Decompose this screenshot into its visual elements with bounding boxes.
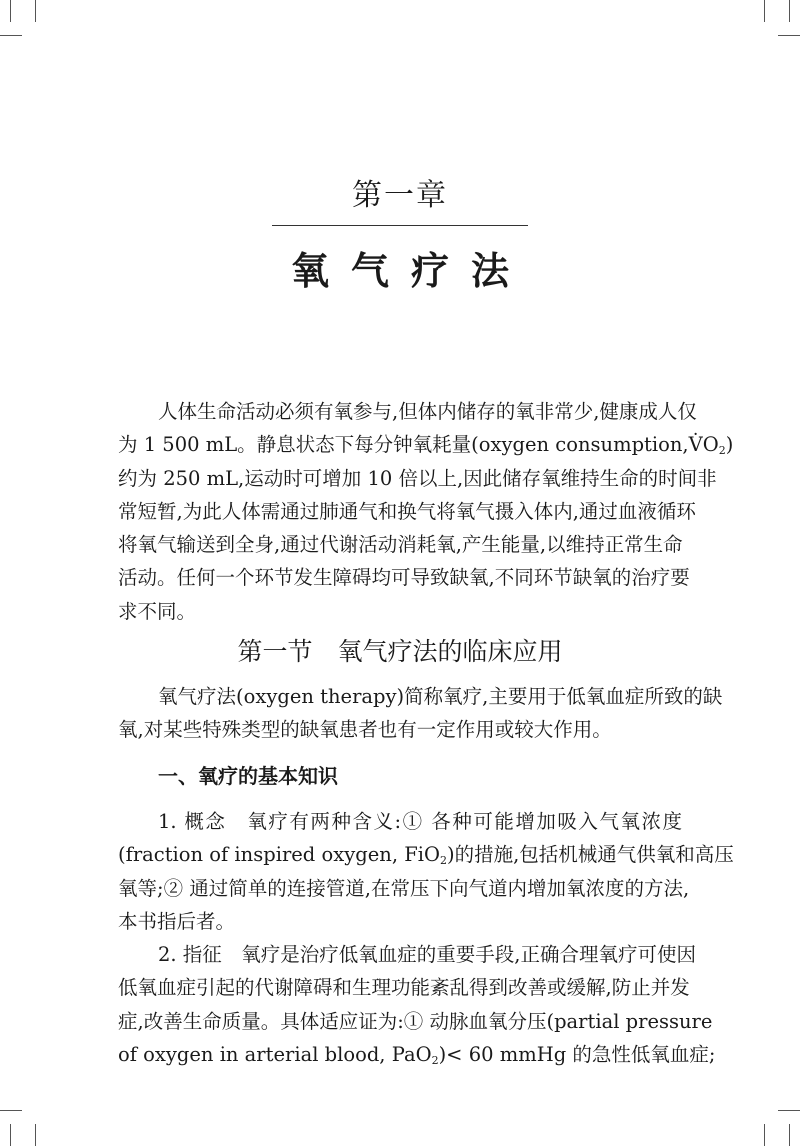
text-line (118, 462, 717, 495)
chapter-number: 第一章 (352, 178, 448, 213)
text-segment: 为 1 500 mL。静息状态下每分钟氧耗量(oxygen consumption,V̇O (118, 433, 719, 457)
text-line (118, 561, 690, 594)
section-intro-paragraph (118, 680, 723, 747)
text-segment: )的措施,包括机械通气供氧和高压 (446, 843, 734, 867)
text-segment: 求不同。 (118, 599, 197, 623)
crop-mark (764, 1124, 765, 1146)
text-line (118, 395, 697, 428)
text-line (118, 971, 690, 1004)
text-line (118, 805, 682, 838)
subscript: 2 (718, 444, 726, 458)
text-segment: )< 60 mmHg 的急性低氧血症; (438, 1043, 716, 1067)
section-title: 第一节 氧气疗法的临床应用 (237, 637, 563, 666)
text-line (118, 595, 682, 628)
intro-paragraph (118, 395, 734, 628)
text-line (118, 1005, 713, 1038)
text-segment: 2. 指征 氧疗是治疗低氧血症的重要手段,正确合理氧疗可使因 (158, 943, 697, 967)
subscript: 2 (431, 1054, 439, 1068)
text-segment: 氧,对某些特殊类型的缺氧患者也有一定作用或较大作用。 (118, 718, 612, 742)
text-line (118, 938, 697, 971)
crop-mark (778, 35, 800, 36)
subscript: 2 (439, 854, 447, 868)
text-segment: 氧气疗法(oxygen therapy)简称氧疗,主要用于低氧血症所致的缺 (158, 685, 723, 708)
crop-mark (0, 35, 22, 36)
crop-mark (35, 1124, 36, 1146)
chapter-divider (272, 225, 528, 226)
text-segment: 约为 250 mL,运动时可增加 10 倍以上,因此储存氧维持生命的时间非 (118, 466, 717, 490)
text-line (118, 680, 723, 713)
text-segment: 将氧气输送到全身,通过代谢活动消耗氧,产生能量,以维持正常生命 (118, 533, 683, 557)
text-line (118, 713, 682, 746)
crop-mark (35, 0, 36, 22)
text-segment: 人体生命活动必须有氧参与,但体内储存的氧非常少,健康成人仅 (158, 400, 697, 423)
text-line (118, 905, 682, 938)
sub-heading: 一、氧疗的基本知识 (158, 764, 338, 788)
crop-mark (10, 1124, 11, 1146)
text-line (118, 872, 690, 905)
text-line (118, 528, 682, 561)
text-segment: of oxygen in arterial blood, PaO (118, 1043, 432, 1067)
crop-mark (789, 0, 790, 22)
text-segment: 常短暂,为此人体需通过肺通气和换气将氧气摄入体内,通过血液循环 (118, 499, 696, 523)
crop-mark (789, 1124, 790, 1146)
text-line (118, 1038, 716, 1071)
text-segment: 症,改善生命质量。具体适应证为:① 动脉血氧分压(partial pressure (118, 1009, 713, 1033)
text-segment: 氧等;② 通过简单的连接管道,在常压下向气道内增加氧浓度的方法, (118, 876, 690, 900)
crop-mark (10, 0, 11, 22)
text-segment: ) (725, 433, 734, 457)
crop-mark (778, 1110, 800, 1111)
text-segment: 活动。任何一个环节发生障碍均可导致缺氧,不同环节缺氧的治疗要 (118, 566, 690, 590)
text-line (118, 428, 734, 461)
text-segment: 本书指后者。 (118, 909, 236, 933)
text-segment: (fraction of inspired oxygen, FiO (118, 843, 440, 867)
crop-mark (764, 0, 765, 22)
text-line (118, 838, 734, 871)
text-segment: 1. 概念 氧疗有两种含义:① 各种可能增加吸入气氧浓度 (158, 810, 682, 833)
text-segment: 低氧血症引起的代谢障碍和生理功能紊乱得到改善或缓解,防止并发 (118, 976, 690, 1000)
text-line (118, 495, 696, 528)
items-paragraph (118, 805, 734, 1071)
chapter-title: 氧气疗法 (290, 248, 531, 293)
crop-mark (0, 1110, 22, 1111)
